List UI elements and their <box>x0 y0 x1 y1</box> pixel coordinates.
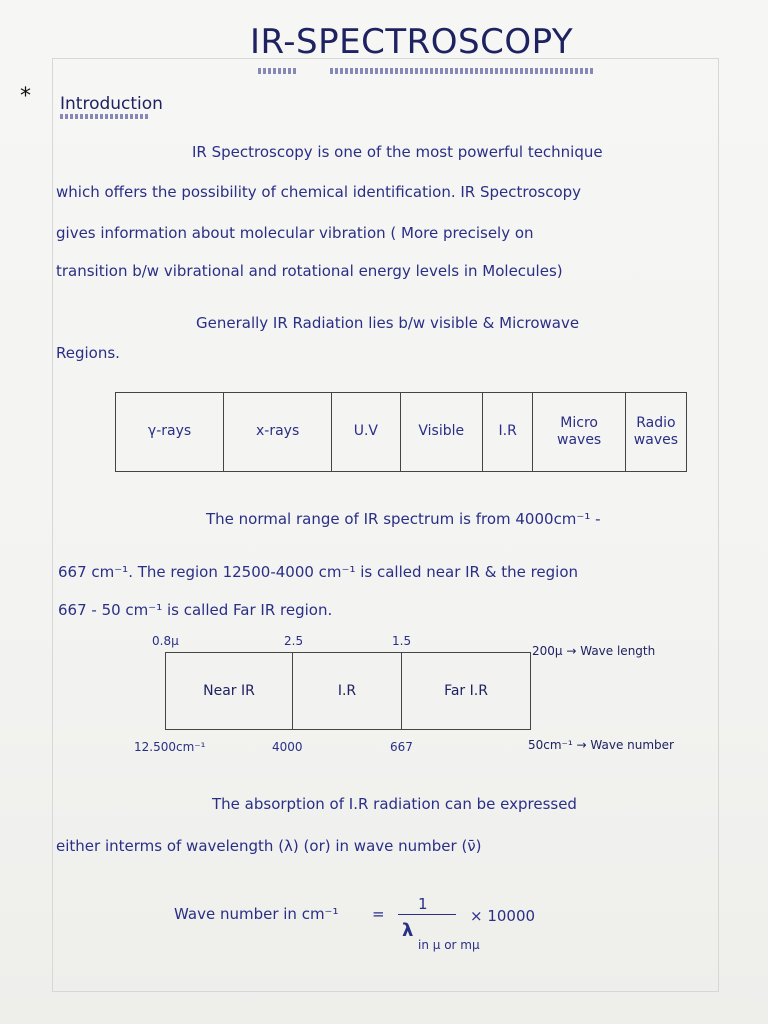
range-line: 667 cm⁻¹. The region 12500-4000 cm⁻¹ is called near IR & the region <box>58 563 579 581</box>
formula-denominator-sub: in μ or mμ <box>418 938 480 952</box>
formula-multiplier: × 10000 <box>470 907 536 925</box>
wavelength-axis-label: 200μ → Wave length <box>532 644 656 658</box>
em-cell-ir: I.R <box>483 393 534 471</box>
range-line: 667 - 50 cm⁻¹ is called Far IR region. <box>58 601 333 619</box>
em-cell-xrays: x-rays <box>224 393 332 471</box>
ir-cell-near: Near IR <box>166 653 293 729</box>
ir-region-table <box>165 652 531 730</box>
intro-line: gives information about molecular vibration ( More precisely on <box>56 224 534 242</box>
wavelength-tick: 1.5 <box>392 634 412 648</box>
title-underline <box>258 68 298 74</box>
absorption-line: The absorption of I.R radiation can be expressed <box>212 795 577 813</box>
wavenumber-tick: 4000 <box>272 740 303 754</box>
bullet-star: * <box>20 84 31 109</box>
em-spectrum-table <box>115 392 687 472</box>
formula-lhs: Wave number in cm⁻¹ <box>174 905 339 923</box>
wavenumber-axis-label: 50cm⁻¹ → Wave number <box>528 738 674 752</box>
ir-cell-far: Far I.R <box>444 683 488 699</box>
formula-equals: = <box>372 905 385 923</box>
intro-line: which offers the possibility of chemical identification. IR Spectroscopy <box>56 183 582 201</box>
intro-line: IR Spectroscopy is one of the most powerful technique <box>192 143 603 161</box>
page-title: IR-SPECTROSCOPY <box>250 22 574 62</box>
em-cell-visible: Visible <box>401 393 483 471</box>
heading-underline <box>60 114 150 119</box>
intro-line: transition b/w vibrational and rotational energy levels in Molecules) <box>56 262 563 280</box>
em-cell-radiowaves: Radio waves <box>633 414 679 448</box>
wavelength-tick: 2.5 <box>284 634 304 648</box>
range-line: The normal range of IR spectrum is from 4000cm⁻¹ - <box>206 510 601 528</box>
wavenumber-tick: 667 <box>390 740 413 754</box>
wavenumber-tick: 12.500cm⁻¹ <box>134 740 206 754</box>
em-cell-gamma: γ-rays <box>116 393 224 471</box>
ir-cell-mid: I.R <box>293 653 402 729</box>
em-cell-uv: U.V <box>332 393 400 471</box>
formula-denominator: λ <box>402 920 414 941</box>
absorption-line: either interms of wavelength (λ) (or) in wave number (ν̄) <box>56 837 482 855</box>
fraction-bar <box>398 914 456 915</box>
em-cell-microwaves: Micro waves <box>533 393 625 471</box>
regions-line: Generally IR Radiation lies b/w visible & Microwave <box>196 314 580 332</box>
title-underline <box>330 68 595 74</box>
wavelength-tick: 0.8μ <box>152 634 179 648</box>
section-heading: Introduction <box>60 94 163 114</box>
formula-numerator: 1 <box>418 895 428 913</box>
regions-line: Regions. <box>56 344 120 362</box>
